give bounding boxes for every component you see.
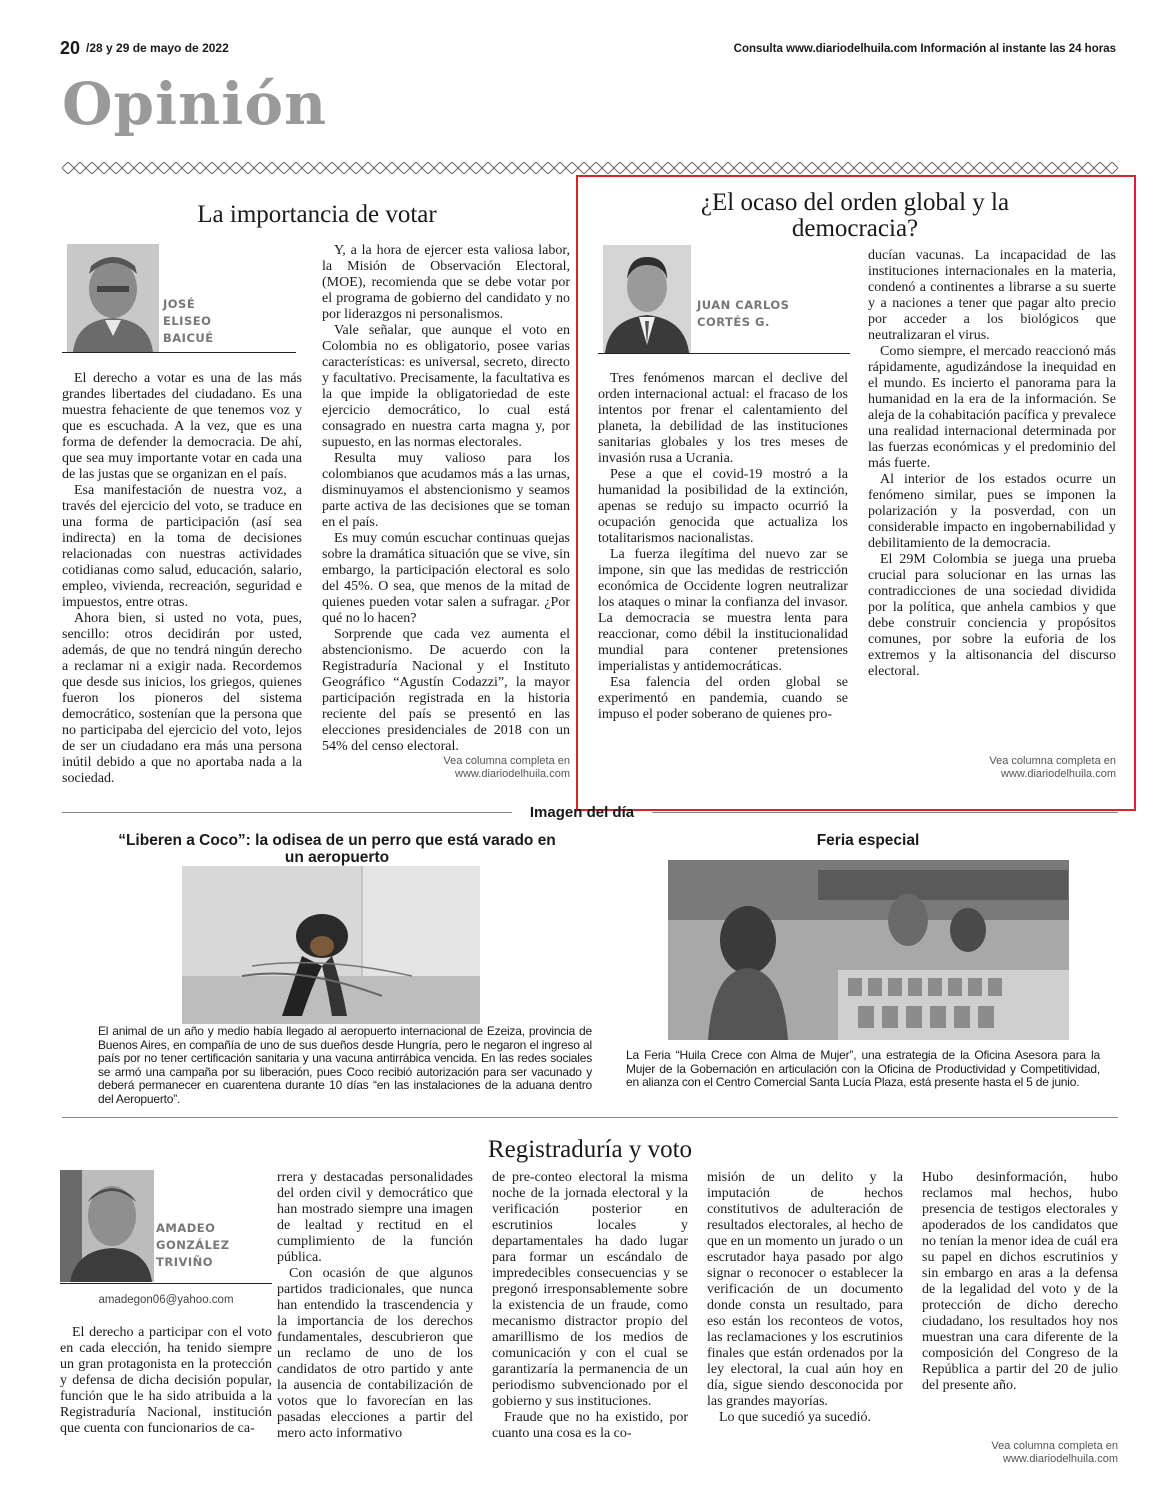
author-name: JOSÉ ELISEO BAICUÉ <box>163 297 214 345</box>
author-photo <box>67 244 159 352</box>
article-column: El derecho a participar con el voto en cada elección, ha tenido siempre un gran protagonista en la protección y defensa de dicha decisión popular, función que le ha sido atribuida a la Registraduría Nacional, institución que cuenta con funcionarios de ca- <box>60 1325 272 1436</box>
photo-title: “Liberen a Coco”: la odisea de un perro que está varado en un aeropuerto <box>118 832 556 866</box>
article-column: misión de un delito y la imputación de hechos constitutivos de adulteración de resultados electorales, al hecho de que en un momento un jurado o un escrutador haya pasado por algo signar o reconocer o establecer la verificación de un documento donde consta un resultado, para eso están los reconteos de votos, las reclamaciones y los escrutinios finales que están ordenados por la ley electoral, la cual aún hoy en día, sigue siendo desconocida por las grandes mayorías. Lo que sucedió ya sucedió. <box>707 1170 903 1425</box>
article-title: ¿El ocaso del orden global y la democracia? <box>700 189 1010 242</box>
author-photo <box>60 1170 154 1282</box>
article-column: rrera y destacadas personalidades del orden civil y democrático que han mostrado siempre una imagen de lealtad y rectitud en el cumplimiento de la función pública. Con ocasión de que algunos partidos tradicionales, que nunca han entendido la trascendencia y la importancia de los derechos fundamentales, descubrieron que un reclamo de uno de los candidatos de otro partido y ante la ausencia de contabilización de votos que lo favorecían en las pasadas elecciones a partir del mero acto informativo <box>277 1170 473 1441</box>
photo-caption: El animal de un año y medio había llegado al aeropuerto internacional de Ezeiza, provincia de Buenos Aires, en compañía de uno de sus dueños desde Hungría, pero le negaron el ingreso al país por no tener certificación sanitaria y una vacuna antirrábica vencida. En las redes sociales se armó una campaña por su liberación, pues Coco recibió autorización para ser vacunado y deberá permanecer en cuarentena durante 10 días “en las instalaciones de la aduana dentro del Aeropuerto”. <box>98 1024 592 1106</box>
article-title: Registraduría y voto <box>487 1136 693 1163</box>
article-column: Tres fenómenos marcan el declive del orden internacional actual: el fracaso de los intentos por frenar el calentamiento del planeta, la debilidad de las instituciones sanitarias globales y los tres meses de invasión rusa a Ucrania. Pese a que el covid-19 mostró a la humanidad la posibilidad de la extinción, apenas se redujo su impacto ocurrió la ocupación genocida que actualiza los totalitarismos nacionalistas. La fuerza ilegítima del nuevo zar se impone, sin que las medidas de restricción económica de Occidente logren neutralizar los ataques o minar la confianza del invasor. La democracia se muestra lenta para reaccionar, como débil la institucionalidad mundial para contener pretensiones imperialistas y antidemocráticas. Esa falencia del orden global se experimentó en pandemia, cuando se impuso el poder soberano de quienes pro- <box>598 371 848 722</box>
author-name: AMADEO GONZÁLEZ TRIVIÑO <box>156 1221 230 1269</box>
divider <box>652 812 1118 813</box>
divider <box>62 812 512 813</box>
author-email[interactable]: amadegon06@yahoo.com <box>98 1294 234 1306</box>
header-tagline: Consulta www.diariodelhuila.com Información al instante las 24 horas <box>733 43 1116 55</box>
photo-caption: La Feria “Huila Crece con Alma de Mujer”, una estrategia de la Oficina Asesora para la Mujer de la Gobernación en articulación con la Oficina de Productividad y Competitividad, en alianza con el Centro Comercial Santa Lucía Plaza, está presente hasta el 5 de junio. <box>626 1048 1100 1089</box>
page-number: 20 <box>60 38 81 58</box>
article-column: de pre-conteo electoral la misma noche de la jornada electoral y la verificación posterior en escrutinios locales y departamentales ha dado lugar para formar un escándalo de impredecibles consecuencias y se pregonó irresponsablemente sobre la existencia de un fraude, como mecanismo distractor propio del amarillismo de los medios de comunicación y con el cual se garantizaría la permanencia de un periodismo subvencionado por el gobierno y sus instituciones. Fraude que no ha existido, por cuanto una cosa es la co- <box>492 1170 688 1441</box>
page-date: /28 y 29 de mayo de 2022 <box>86 41 229 55</box>
dog-photo <box>182 866 480 1024</box>
photo-title: Feria especial <box>816 832 920 849</box>
divider <box>62 1117 1118 1118</box>
article-title: La importancia de votar <box>197 201 437 228</box>
divider <box>62 352 296 353</box>
author-name: JUAN CARLOS CORTÉS G. <box>697 298 790 329</box>
article-column: Y, a la hora de ejercer esta valiosa labor, la Misión de Observación Electoral, (MOE), recomienda que se debe votar por el programa de gobierno del candidato y no por liderazgos ni personalismos. Vale señalar, que aunque el voto en Colombia no es obligatorio, posee varias características: es universal, secreto, directo y facultativo. Precisamente, la facultativa es la que impide la obligatoriedad de este ejercicio democrático, lo cual está consagrado en nuestra carta magna y, por supuesto, en las normas electorales. Resulta muy valioso para los colombianos que acudamos más a las urnas, disminuyamos el abstencionismo y seamos parte activa de las decisiones que se toman en el país. Es muy común escuchar continuas quejas sobre la dramática situación que se vive, sin embargo, la participación electoral es solo del 45%. O sea, que menos de la mitad de quienes pueden votar salen a sufragar. ¿Por qué no lo hacen? Sorprende que cada vez aumenta el abstencionismo. De acuerdo con la Registraduría Nacional y el Instituto Geográfico “Agustín Codazzi”, la mayor participación registrada en la historia reciente del país se presentó en las elecciones presidenciales de 2018 con un 54% del censo electoral. <box>322 243 570 754</box>
decorative-border <box>62 162 1118 174</box>
section-title: Opinión <box>62 70 328 138</box>
article-column: El derecho a votar es una de las más grandes libertades del ciudadano. Es una muestra fehaciente de que tenemos voz y que es escuchada. A la vez, que es una forma de defender la democracia. De ahí, que sea muy importante votar en cada una de las justas que se organizan en el país. Esa manifestación de nuestra voz, a través del ejercicio del voto, se traduce en una forma de participación (así sea indirecta) en la toma de decisiones relacionadas con nuestras actividades cotidianas como salud, educación, salario, empleo, vivienda, recreación, seguridad e impuestos, entre otras. Ahora bien, si usted no vota, pues, sencillo: otros decidirán por usted, además, de que no tendrá ningún derecho a reclamar ni a exigir nada. Recordemos que desde sus inicios, los griegos, quienes fueron los pioneros del sistema democrático, sostenían que la persona que no participaba del ejercicio del voto, lejos de ser un ciudadano era más una persona inútil debido a que no aportaba nada a la sociedad. <box>62 371 302 786</box>
section-label: Imagen del día <box>529 804 635 821</box>
divider <box>598 353 850 354</box>
more-link[interactable]: Vea columna completa en www.diariodelhuila.com <box>991 1440 1118 1465</box>
article-column: ducían vacunas. La incapacidad de las instituciones internacionales en la materia, condenó a continentes a librarse a su suerte y a naciones a tener que pagar alto precio por acceder a los biológicos que neutralizaran el virus. Como siempre, el mercado reaccionó más rápidamente, agudizándose la inequidad en el mundo. Es incierto el panorama para la humanidad en la era de la información. Se aleja de la cohabitación pacífica y prevalece una realidad internacional determinada por las fuerzas económicas y el predominio del más fuerte. Al interior de los estados ocurre un fenómeno similar, pues se imponen la polarización y la posverdad, con un considerable impacto en ingobernabilidad y debilitamiento de la democracia. El 29M Colombia se juega una prueba crucial para solucionar en las urnas las contradicciones de una sociedad dividida por la política, que anhela cambios y que debe construir conciencia y propósitos comunes, por sobre la euforia de los extremos y la altisonancia del discurso electoral. <box>868 248 1116 679</box>
divider <box>60 1283 272 1284</box>
fair-photo <box>668 860 1069 1040</box>
author-photo <box>603 245 691 353</box>
more-link[interactable]: Vea columna completa en www.diariodelhuila.com <box>443 755 570 780</box>
more-link[interactable]: Vea columna completa en www.diariodelhuila.com <box>989 755 1116 780</box>
article-column: Hubo desinformación, hubo reclamos mal hechos, hubo presencia de testigos electorales y apoderados de los candidatos que no tenían la menor idea de cuál era su papel en dichos escrutinios y sin embargo en aras a la defensa de la legalidad del voto y de la protección de dicho derecho ciudadano, los resultados hoy nos muestran una cara diferente de la composición del Congreso de la República a partir del 20 de julio del presente año. <box>922 1170 1118 1393</box>
